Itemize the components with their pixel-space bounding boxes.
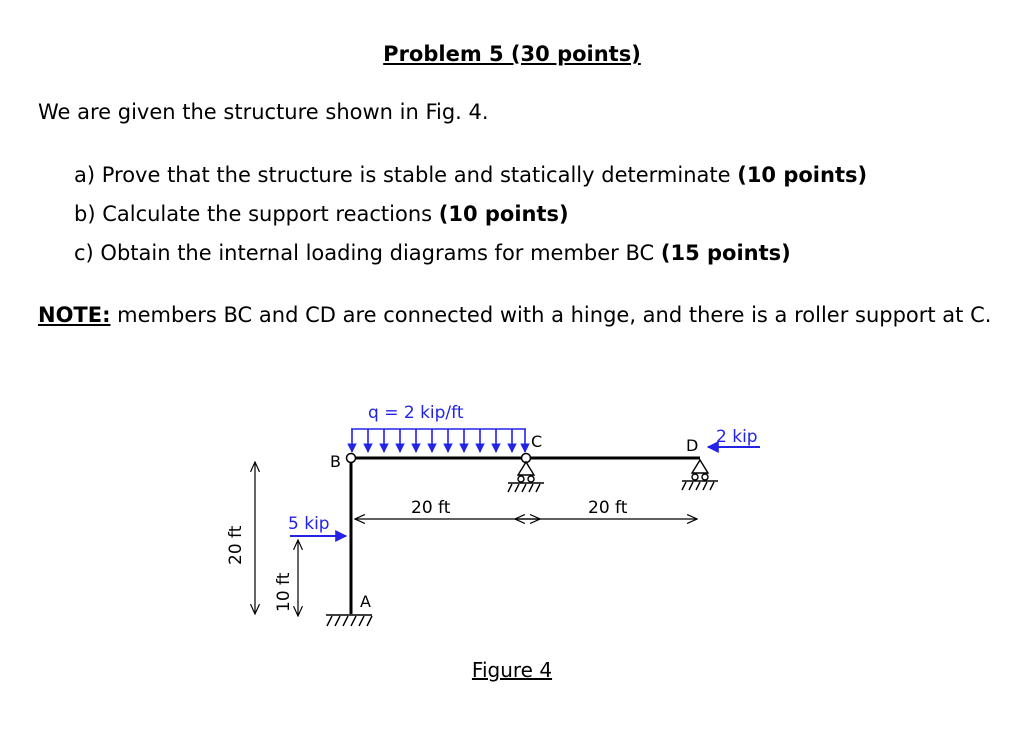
dim-load-height-label: 10 ft — [274, 572, 294, 612]
label-c: C — [531, 432, 543, 451]
task-text: b) Calculate the support reactions — [74, 202, 439, 226]
label-d: D — [686, 436, 699, 455]
figure-caption: Figure 4 — [471, 658, 553, 682]
distributed-load — [351, 429, 526, 452]
task-text: c) Obtain the internal loading diagrams for member BC — [74, 241, 661, 265]
fixed-support-a — [326, 615, 372, 626]
note-text: members BC and CD are connected with a hinge, and there is a roller support at C. — [110, 303, 992, 327]
task-points: (15 points) — [660, 241, 791, 265]
load-q-label: q = 2 kip/ft — [368, 403, 464, 423]
load-b-label: 5 kip — [288, 514, 330, 534]
dim-cd-label: 20 ft — [588, 498, 628, 518]
problem-title: Problem 5 (30 points) — [383, 42, 641, 66]
label-a: A — [360, 592, 371, 611]
note-label: NOTE: — [38, 303, 111, 327]
joint-b — [347, 454, 356, 463]
dim-height-label: 20 ft — [226, 525, 246, 565]
task-points: (10 points) — [438, 202, 569, 226]
problem-intro: We are given the structure shown in Fig. 4. — [38, 100, 489, 124]
load-d-label: 2 kip — [716, 427, 758, 447]
dim-bc-label: 20 ft — [411, 498, 451, 518]
label-b: B — [330, 452, 341, 471]
task-text: a) Prove that the structure is stable and statically determinate — [74, 163, 738, 187]
task-points: (10 points) — [737, 163, 868, 187]
roller-support-d — [682, 460, 718, 490]
